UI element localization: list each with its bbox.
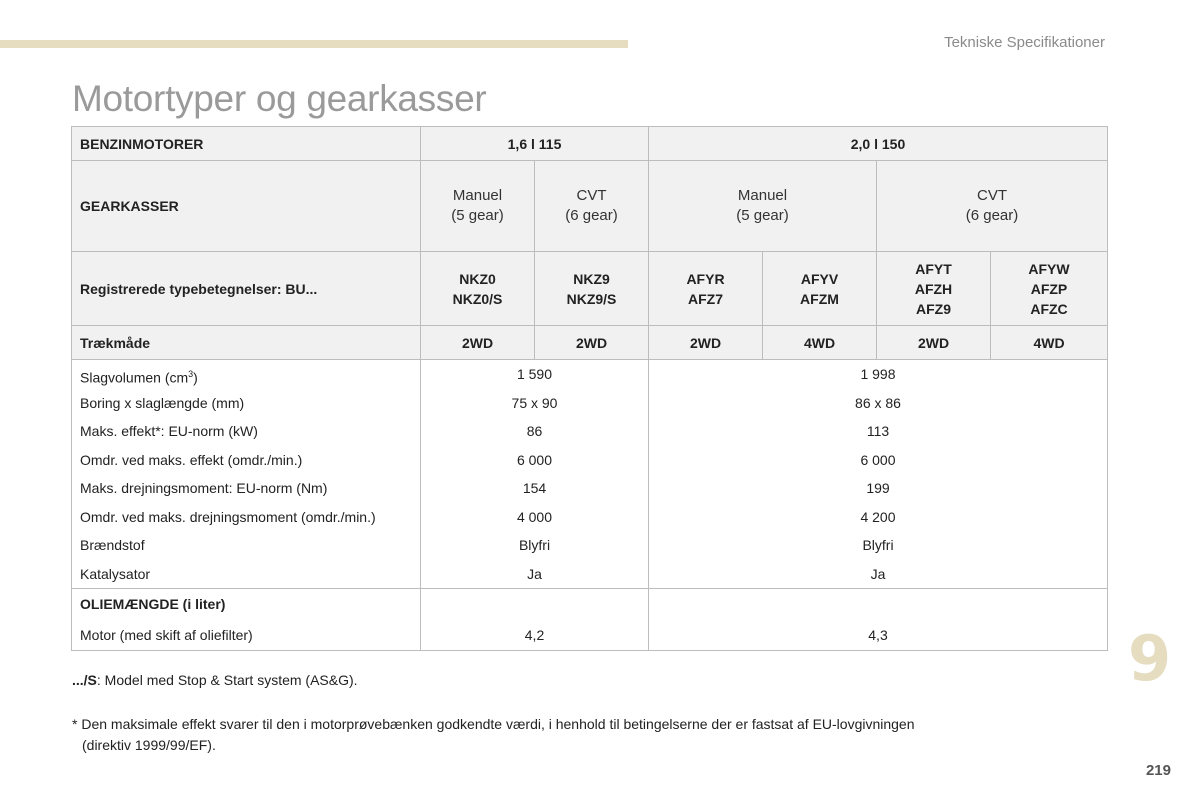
spec-label-end: ) <box>193 369 198 386</box>
oil-value: 4,3 <box>868 627 888 643</box>
gearboxes-label: GEARKASSER <box>72 161 421 252</box>
type-code: AFZC <box>1030 300 1068 317</box>
gearbox-type: CVT <box>977 187 1007 204</box>
spec-label: Omdr. ved maks. effekt (omdr./min.) <box>80 451 303 468</box>
footnote-stop-start-key: .../S <box>72 672 97 688</box>
engine-spec-table <box>71 126 1108 651</box>
type-code: AFYV <box>800 270 839 287</box>
engine-2-header: 2,0 l 150 <box>649 127 1108 161</box>
type-codes-label: Registrerede typebetegnelser: BU... <box>72 252 421 326</box>
gearbox-type: CVT <box>576 187 607 204</box>
footnote-stop-start-text: : Model med Stop & Start system (AS&G). <box>96 672 358 688</box>
type-code-cell <box>421 252 535 326</box>
spec-value: Ja <box>870 565 886 582</box>
spec-value: 6 000 <box>860 451 896 468</box>
gearbox-gears: (6 gear) <box>565 207 618 224</box>
oil-value-engine-1-cell <box>421 589 649 651</box>
spec-value: 4 000 <box>516 508 553 525</box>
type-code: AFZP <box>1030 280 1068 297</box>
spec-value: 154 <box>522 480 547 496</box>
type-code: AFZM <box>800 290 839 307</box>
spec-value: Ja <box>527 565 542 582</box>
page-title: Motortyper og gearkasser <box>72 78 487 119</box>
type-code: NKZ0/S <box>452 290 503 307</box>
type-code: AFZ9 <box>916 300 951 317</box>
type-code: NKZ9/S <box>566 290 617 307</box>
gearbox-cell <box>421 161 535 252</box>
spec-label: Boring x slaglængde (mm) <box>80 394 245 411</box>
spec-value: 75 x 90 <box>511 394 558 411</box>
engines-label: BENZINMOTORER <box>72 127 421 161</box>
type-codes-row <box>72 252 1108 326</box>
spec-value: 199 <box>866 480 890 496</box>
spec-value: 86 x 86 <box>855 394 901 411</box>
section-title: Tekniske Specifikationer <box>944 34 1105 51</box>
spec-value: 6 000 <box>516 451 553 468</box>
spec-label: Maks. drejningsmoment: EU-norm (Nm) <box>80 480 328 496</box>
spec-value: Blyfri <box>862 537 894 553</box>
type-code: NKZ0 <box>459 270 496 287</box>
engine-header-row <box>72 127 1108 161</box>
spec-values-engine-1 <box>421 360 649 589</box>
spec-labels-cell <box>72 360 421 589</box>
spec-values-engine-2 <box>649 360 1108 589</box>
drive-label: Trækmåde <box>72 326 421 360</box>
footnote-max-power <box>72 714 1072 756</box>
oil-value-engine-2-cell <box>649 589 1108 651</box>
page-number: 219 <box>1145 762 1171 779</box>
footnote-stop-start <box>72 672 358 688</box>
spec-label: Omdr. ved maks. drejningsmoment (omdr./min.) <box>80 508 376 525</box>
gearbox-type: Manuel <box>737 187 788 204</box>
gearbox-type: Manuel <box>452 187 503 204</box>
type-code-cell <box>535 252 649 326</box>
type-code: AFYT <box>915 260 952 277</box>
oil-labels-cell <box>72 589 421 651</box>
gearbox-gears: (5 gear) <box>736 207 789 224</box>
drive-cell: 4WD <box>763 326 877 360</box>
spec-value: 86 <box>526 423 543 439</box>
spec-label <box>72 360 420 389</box>
oil-label: OLIEMÆNGDE (i liter) <box>80 596 226 612</box>
type-code-cell <box>649 252 763 326</box>
spec-value: 1 590 <box>516 366 553 382</box>
drive-row <box>72 326 1108 360</box>
gearbox-gears: (5 gear) <box>451 207 504 224</box>
spec-label: Maks. effekt*: EU-norm (kW) <box>80 423 258 439</box>
type-code: AFZ7 <box>688 290 723 307</box>
type-code-cell <box>991 252 1108 326</box>
oil-value: 4,2 <box>524 627 545 643</box>
type-code: AFZH <box>914 280 953 297</box>
drive-cell: 2WD <box>649 326 763 360</box>
specs-block-row <box>72 360 1108 589</box>
engine-1-header: 1,6 l 115 <box>421 127 649 161</box>
drive-cell: 2WD <box>421 326 535 360</box>
gearbox-cell <box>877 161 1108 252</box>
chapter-number: 9 <box>1128 622 1172 695</box>
type-code: NKZ9 <box>573 270 610 287</box>
gearbox-gears: (6 gear) <box>965 207 1019 224</box>
type-code-cell <box>877 252 991 326</box>
spec-label-text: Slagvolumen (cm <box>80 369 189 386</box>
drive-cell: 2WD <box>877 326 991 360</box>
spec-label: Katalysator <box>80 565 151 582</box>
spec-value: 1 998 <box>860 366 896 382</box>
footnote-max-power-line1: * Den maksimale effekt svarer til den i motorprøvebænken godkendte værdi, i henhold til betingelserne der er fastsat af EU-lovgivningen <box>72 716 915 732</box>
oil-row-label: Motor (med skift af oliefilter) <box>80 627 253 643</box>
spec-value: Blyfri <box>518 537 551 553</box>
type-code: AFYR <box>686 270 725 287</box>
spec-label-sup: 3 <box>188 369 194 379</box>
type-code-cell <box>763 252 877 326</box>
spec-value: 4 200 <box>860 508 896 525</box>
drive-cell: 4WD <box>991 326 1108 360</box>
oil-block-row <box>72 589 1108 651</box>
type-code: AFYW <box>1028 260 1070 277</box>
spec-label: Brændstof <box>80 537 145 553</box>
gearbox-cell <box>649 161 877 252</box>
gearbox-cell <box>535 161 649 252</box>
spec-value: 113 <box>866 423 890 439</box>
header-accent-bar <box>0 40 628 48</box>
gearbox-row <box>72 161 1108 252</box>
drive-cell: 2WD <box>535 326 649 360</box>
footnote-max-power-line2: (direktiv 1999/99/EF). <box>82 737 216 753</box>
